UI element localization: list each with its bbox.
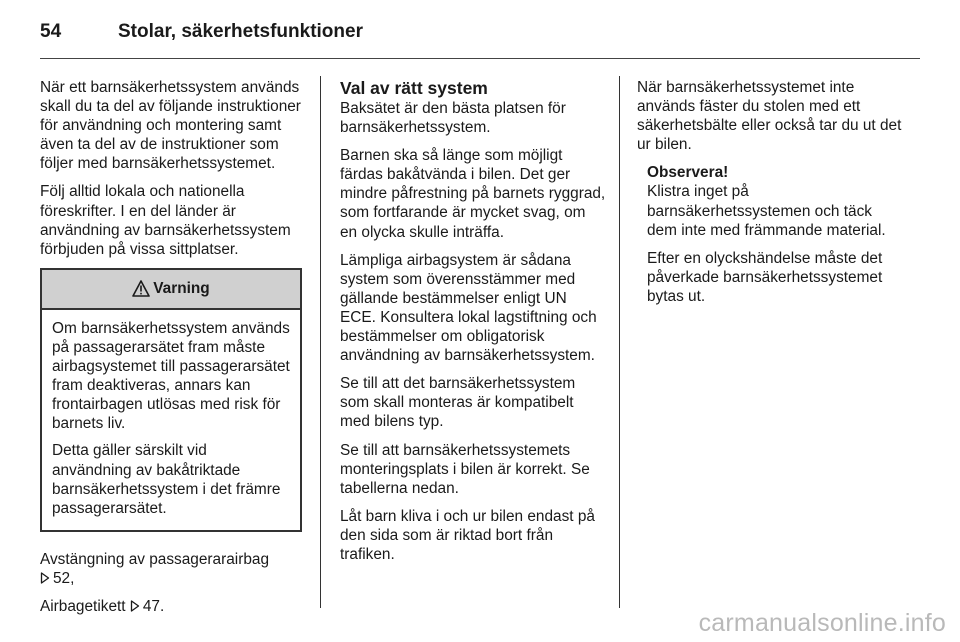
warning-paragraph-2: Detta gäller särskilt vid användning av bakåtriktade barnsäkerhetssystem i det främre passagerarsätet. bbox=[52, 442, 281, 517]
reference-airbag-off-page: 52, bbox=[53, 569, 75, 587]
warning-header bbox=[42, 270, 300, 310]
column-left bbox=[40, 78, 302, 625]
reference-arrow-icon bbox=[130, 600, 140, 612]
warning-triangle-icon bbox=[132, 280, 150, 297]
column-right bbox=[637, 78, 905, 315]
page-number: 54 bbox=[40, 21, 62, 42]
column-divider-1 bbox=[320, 76, 321, 608]
unused-system-paragraph: När barnsäkerhetssystemet inte används fäster du stolen med ett säkerhetsbälte eller också tar du ut det ur bilen. bbox=[637, 79, 902, 154]
note-paragraph-2: Efter en olyckshändelse måste det påverkade barnsäkerhetssystemet bytas ut. bbox=[647, 249, 883, 305]
warning-paragraph-1: Om barnsäkerhetssystem används på passagerarsätet fram måste airbagsystemet till passagerarsätet fram deaktiveras, annars kan frontairbagen utlösas med risk för barnets liv. bbox=[52, 319, 290, 433]
section-heading: Val av rätt system bbox=[340, 78, 488, 98]
column-divider-2 bbox=[619, 76, 620, 608]
compatibility-paragraph: Se till att det barnsäkerhetssystem som skall monteras är kompatibelt med bilens typ. bbox=[340, 375, 576, 431]
watermark: carmanualsonline.info bbox=[698, 609, 946, 637]
note-title: Observera! bbox=[647, 164, 729, 182]
suitable-systems-paragraph: Lämpliga airbagsystem är sådana system som överensstämmer med gällande bestämmelser enligt UN ECE. Konsultera lokal lagstiftning och bestämmelser om obligatorisk användning av barnsäkerhetssystem. bbox=[340, 251, 597, 365]
regulations-paragraph: Följ alltid lokala och nationella föreskrifter. I en del länder är användning av barnsäkerhetssystem förbjuden på vissa sittplatser. bbox=[40, 183, 291, 258]
intro-paragraph: När ett barnsäkerhetssystem används skall du ta del av följande instruktioner för användning och montering samt även ta del av de instruktioner som följer med barnsäkerhetssystemet. bbox=[40, 79, 301, 173]
header-rule bbox=[40, 58, 920, 59]
reference-airbag-off[interactable] bbox=[40, 550, 302, 588]
reference-airbag-label-page: 47. bbox=[142, 597, 165, 615]
reference-airbag-label-text: Airbagetikett bbox=[40, 597, 126, 615]
warning-title: Varning bbox=[153, 280, 210, 298]
note-box bbox=[647, 163, 905, 306]
rear-seat-paragraph: Baksätet är den bästa platsen för barnsäkerhetssystem. bbox=[340, 100, 566, 137]
page-title: Stolar, säkerhetsfunktioner bbox=[118, 21, 363, 42]
rear-facing-paragraph: Barnen ska så länge som möjligt färdas bakåtvända i bilen. Det ger mindre påfrestning på barnets ryggrad, som fortfarande är mycket svag, om en olycka skulle inträffa. bbox=[340, 147, 606, 241]
warning-body bbox=[42, 310, 300, 530]
exit-side-paragraph: Låt barn kliva i och ur bilen endast på den sida som är riktad bort från trafiken. bbox=[340, 507, 595, 563]
mounting-position-paragraph: Se till att barnsäkerhetssystemets monteringsplats i bilen är korrekt. Se tabellerna nedan. bbox=[340, 441, 590, 497]
warning-box bbox=[40, 268, 302, 532]
reference-airbag-label[interactable] bbox=[40, 597, 302, 616]
note-paragraph-1: Klistra inget på barnsäkerhetssystemen och täck dem inte med främmande material. bbox=[647, 183, 886, 239]
reference-arrow-icon bbox=[40, 572, 50, 584]
reference-airbag-off-text: Avstängning av passagerarairbag bbox=[40, 550, 270, 568]
column-middle bbox=[340, 78, 606, 573]
page-header bbox=[40, 14, 363, 50]
